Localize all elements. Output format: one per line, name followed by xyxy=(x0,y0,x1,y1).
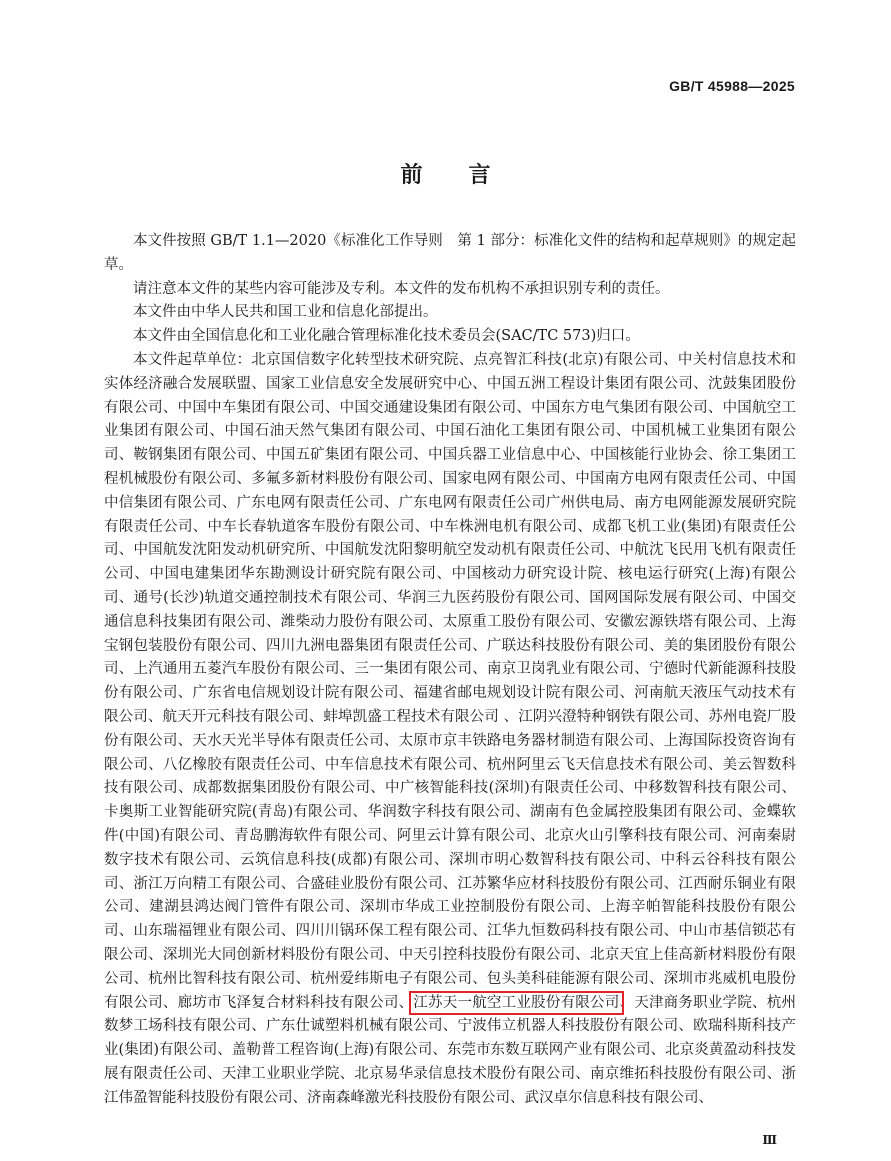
paragraph-drafting-units xyxy=(104,349,796,1111)
paragraph-proposer: 本文件由中华人民共和国工业和信息化部提出。 xyxy=(133,304,438,321)
paragraph-patent-notice: 请注意本文件的某些内容可能涉及专利。本文件的发布机构不承担识别专利的责任。 xyxy=(133,280,670,297)
paragraph-drafting-rules: 本文件按照 GB/T 1.1—2020《标准化工作导则 第 1 部分：标准化文件的结构和起草规则》的规定起草。 xyxy=(104,233,796,273)
standard-code: GB/T 45988—2025 xyxy=(669,78,795,94)
paragraph-committee: 本文件由全国信息化和工业化融合管理标准化技术委员会(SAC/TC 573)归口。 xyxy=(133,328,640,345)
highlighted-company: 江苏天一航空工业股份有限公司 xyxy=(413,994,620,1011)
drafting-units-text: 本文件起草单位：北京国信数字化转型技术研究院、点亮智汇科技(北京)有限公司、中关村信息技术和实体经济融合发展联盟、国家工业信息安全发展研究中心、中国五洲工程设计集团有限公司、沈鼓集团股份有限公司、中国中车集团有限公司、中国交通建设集团有限公司、中国东方电气集团有限公司、中国航空工业集团有限公司、中国石油天然气集团有限公司、中国石油化工集团有限公司、中国机械工业集团有限公司、鞍钢集团有限公司、中国五矿集团有限公司、中国兵器工业信息中心、中国核能行业协会、徐工集团工程机械股份有限公司、多氟多新材料股份有限公司、国家电网有限公司、中国南方电网有限责任公司、中国中信集团有限公司、广东电网有限责任公司、广东电网有限责任公司广州供电局、南方电网能源发展研究院有限责任公司、中车长春轨道客车股份有限公司、中车株洲电机有限公司、成都飞机工业(集团)有限责任公司、中国航发沈阳发动机研究所、中国航发沈阳黎明航空发动机有限责任公司、中航沈飞民用飞机有限责任公司、中国电建集团华东勘测设计研究院有限公司、中国核动力研究设计院、核电运行研究(上海)有限公司、通号(长沙)轨道交通控制技术有限公司、华润三九医药股份有限公司、国网国际发展有限公司、中国交通信息科技集团有限公司、潍柴动力股份有限公司、太原重工股份有限公司、安徽宏源铁塔有限公司、上海宝钢包装股份有限公司、四川九洲电器集团有限责任公司、广联达科技股份有限公司、美的集团股份有限公司、上汽通用五菱汽车股份有限公司、三一集团有限公司、南京卫岗乳业有限公司、宁德时代新能源科技股份有限公司、广东省电信规划设计院有限公司、福建省邮电规划设计院有限公司、河南航天液压气动技术有限公司、航天开元科技有限公司、蚌埠凯盛工程技术有限公司 、江阴兴澄特种钢铁有限公司、苏州电瓷厂股份有限公司、天水天光半导体有限责任公司、太原市京丰铁路电务器材制造有限公司、上海国际投资咨询有限公司、八亿橡胶有限责任公司、中车信息技术有限公司、杭州阿里云飞天信息技术有限公司、美云智数科技有限公司、成都数据集团股份有限公司、中广核智能科技(深圳)有限责任公司、中移数智科技有限公司、卡奥斯工业智能研究院(青岛)有限公司、华润数字科技有限公司、湖南有色金属控股集团有限公司、金蝶软件(中国)有限公司、青岛鹏海软件有限公司、阿里云计算有限公司、北京火山引擎科技有限公司、河南秦尉数字技术有限公司、云筑信息科技(成都)有限公司、深圳市明心数智科技有限公司、中科云谷科技有限公司、浙江万向精工有限公司、合盛硅业股份有限公司、江苏繁华应材科技股份有限公司、江西耐乐铜业有限公司、建湖县鸿达阀门管件有限公司、深圳市华成工业控制股份有限公司、上海辛帕智能科技股份有限公司、山东瑞福锂业有限公司、四川川锅环保工程有限公司、江华九恒数码科技有限公司、中山市基信锁芯有限公司、深圳光大同创新材料股份有限公司、中天引控科技股份有限公司、北京天宜上佳高新材料股份有限公司、杭州比智科技有限公司、杭州爱纬斯电子有限公司、包头美科硅能源有限公司、深圳市兆威机电股份有限公司、廊坊市飞泽复合材料科技有限公司、 xyxy=(104,351,796,1011)
foreword-body xyxy=(104,230,796,1110)
page-number: Ⅲ xyxy=(762,1133,777,1147)
drafting-units-text-continued: 、天津商务职业学院、杭州数梦工场科技有限公司、广东仕诚塑料机械有限公司、宁波伟立机器人科技股份有限公司、欧瑞科斯科技产业(集团)有限公司、盖勒普工程咨询(上海)有限公司、东莞市东数互联网产业有限公司、北京炎黄盈动科技发展有限责任公司、天津工业职业学院、北京易华录信息技术股份有限公司、南京维拓科技股份有限公司、浙江伟盈智能科技股份有限公司、济南森峰激光科技股份有限公司、武汉卓尔信息科技有限公司、 xyxy=(104,994,797,1106)
page-title: 前言 xyxy=(400,162,537,188)
